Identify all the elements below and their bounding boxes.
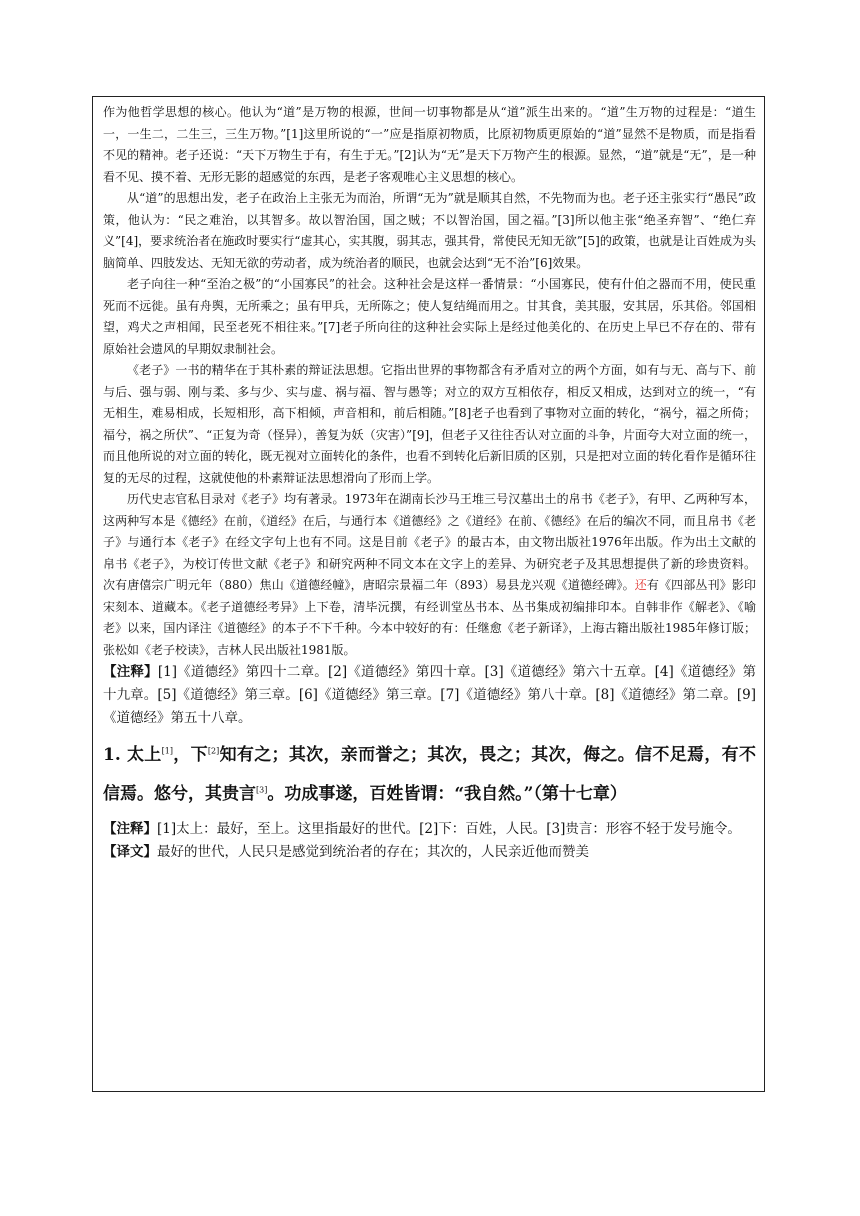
paragraph-5-end: 有《四部丛刊》影印宋刻本、道藏本。《老子道德经考异》上下卷，清毕沅撰，有经训堂丛书本、丛书集成初编排印本。自韩非作《解老》、《喻老》以来，国内译注《道德经》的本子不下千种。今本中较好的有：任继愈《老子新译》，上海古籍出版社1985年修订版；张松如《老子校读》，吉林人民出版社1981版。 <box>103 578 756 657</box>
text-body <box>93 97 764 864</box>
paragraph-5-start: 历代史志官私目录对《老子》均有著录。1973年在湖南长沙马王堆三号汉墓出土的帛书《老子》，有甲、乙两种写本，这两种写本是《德经》在前，《道经》在后，与通行本《道德经》之《道经》在前、《德经》在后的编次不同，而且帛书《老子》与通行本《老子》在经文字句上也有不同。这是目前《老子》的最古本，由文物出版社1976年出版。作为出土文献的帛书《老子》，为校订传世文献《老子》和研究两种不同文本在文字上的差异、为研究老子及其思想提供了新的珍贵资料。次有唐僖宗广明元年（880）焦山《道德经幢》，唐昭宗景福二年（893）易县龙兴观《道德经碑》。 <box>103 492 756 592</box>
content-table-cell <box>92 96 765 1092</box>
classic-text-passage <box>103 736 756 814</box>
notes-text: [1]《道德经》第四十二章。[2]《道德经》第四十章。[3]《道德经》第六十五章。[4]《道德经》第十九章。[5]《道德经》第三章。[6]《道德经》第三章。[7]《道德经》第八十章。[8]《道德经》第二章。[9]《道德经》第五十八章。 <box>103 664 757 726</box>
paragraph-3: 老子向往一种“至治之极”的“小国寡民”的社会。这种社会是这样一番情景：“小国寡民，使有什伯之器而不用，使民重死而不远徙。虽有舟舆，无所乘之；虽有甲兵，无所陈之；使人复结绳而用之。甘其食，美其服，安其居，乐其俗。邻国相望，鸡犬之声相闻，民至老死不相往来。”[7]老子所向往的这种社会实际上是经过他美化的、在历史上早已不存在的、带有原始社会遗风的早期奴隶制社会。 <box>103 277 756 356</box>
footnote-ref-3: [3] <box>256 785 268 795</box>
paragraph-4: 《老子》一书的精华在于其朴素的辩证法思想。它指出世界的事物都含有矛盾对立的两个方面，如有与无、高与下、前与后、强与弱、刚与柔、多与少、实与虚、祸与福、智与愚等；对立的双方互相依存，相反又相成，达到对立的统一，“有无相生，难易相成，长短相形，高下相倾，声音相和，前后相随。”[8]老子也看到了事物对立面的转化，“祸兮，福之所倚；福兮，祸之所伏”、“正复为奇（怪异），善复为妖（灾害）”[9]，但老子又往往否认对立面的斗争，片面夸大对立面的统一，而且他所说的对立面的转化，既无视对立面转化的条件，也看不到转化后新旧质的区别，只是把对立面的转化看作是循环往复的无尽的过程，这就使他的朴素辩证法思想滑向了形而上学。 <box>103 363 756 485</box>
passage-part-4: 。功成事遂，百姓皆谓：“我自然。”（第十七章） <box>267 784 627 804</box>
notes-label: 【注释】 <box>103 821 157 837</box>
paragraph-1: 作为他哲学思想的核心。他认为“道”是万物的根源，世间一切事物都是从“道”派生出来的。“道”生万物的过程是：“道生一，一生二，二生三，三生万物。”[1]这里所说的“一”应是指原初物质，比原初物质更原始的“道”显然不是物质，而是指看不见的精神。老子还说：“天下万物生于有，有生于无。”[2]认为“无”是天下万物产生的根源。显然，“道”就是“无”，是一种看不见、摸不着、无形无影的超感觉的东西，是老子客观唯心主义思想的核心。 <box>103 105 756 184</box>
footnote-ref-1: [1] <box>161 746 173 756</box>
notes-section-2 <box>103 818 756 841</box>
notes-text: [1]太上：最好，至上。这里指最好的世代。[2]下：百姓，人民。[3]贵言：形容不轻于发号施令。 <box>157 821 741 837</box>
translation-label: 【译文】 <box>103 844 157 860</box>
passage-part-2: ，下 <box>172 745 208 765</box>
translation-text: 最好的世代，人民只是感觉到统治者的存在；其次的，人民亲近他而赞美 <box>157 844 589 860</box>
paragraph-2: 从“道”的思想出发，老子在政治上主张无为而治，所谓“无为”就是顺其自然，不先物而为也。老子还主张实行“愚民”政策，他认为：“民之难治，以其智多。故以智治国，国之贼；不以智治国，国之福。”[3]所以他主张“绝圣弃智”、“绝仁弃义”[4]，要求统治者在施政时要实行“虚其心，实其腹，弱其志，强其骨，常使民无知无欲”[5]的政策，也就是让百姓成为头脑简单、四肢发达、无知无欲的劳动者，成为统治者的顺民，也就会达到“无不治”[6]效果。 <box>103 191 756 270</box>
passage-part-1: 1. 太上 <box>103 745 162 765</box>
translation-section <box>103 841 756 864</box>
notes-section-1 <box>103 661 756 730</box>
highlighted-char: 还 <box>634 578 647 592</box>
passage-part-3: 知有之；其次，亲而誉之；其次，畏之；其次，侮之。信不足焉，有不信焉。悠兮，其贵言 <box>103 745 757 804</box>
notes-label: 【注释】 <box>103 664 158 680</box>
paragraph-5 <box>103 489 756 661</box>
footnote-ref-2: [2] <box>207 746 220 756</box>
